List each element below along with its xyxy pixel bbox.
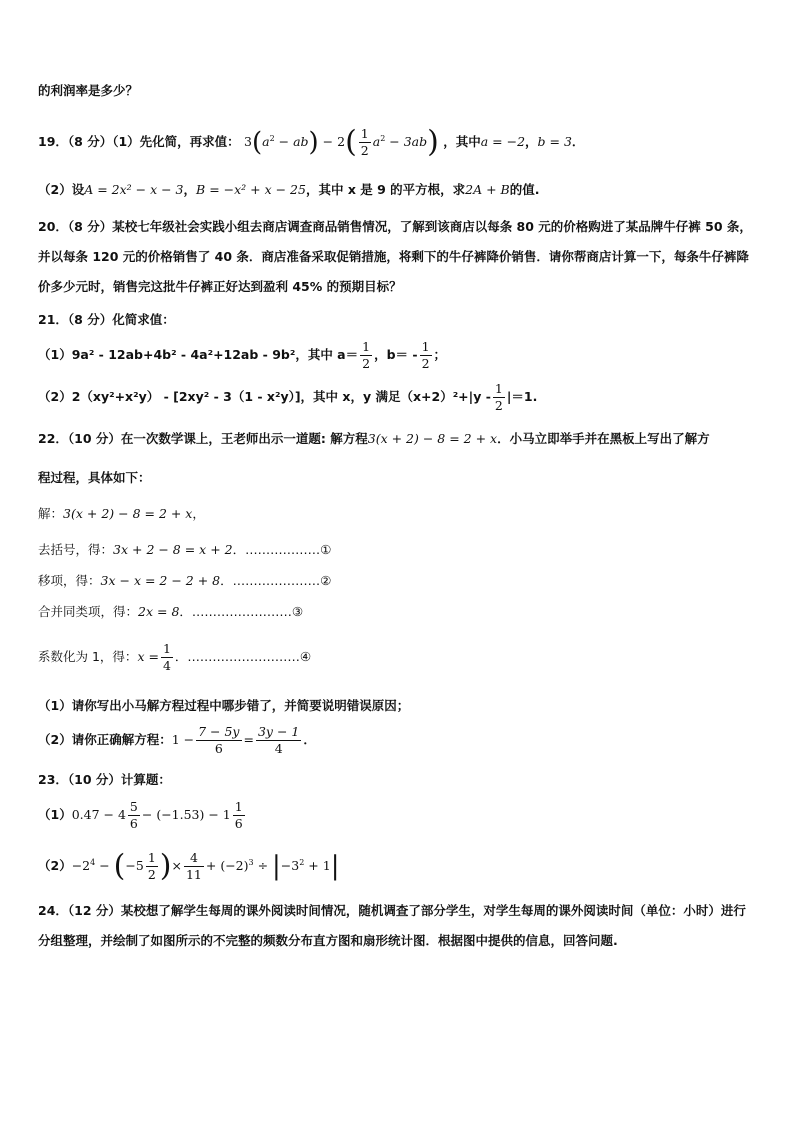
question-23-part-1: [38, 798, 247, 832]
q23-p1-num2: 1: [234, 799, 243, 814]
q22-head-text: 22．（10 分）在一次数学课上，王老师出示一道题: 解方程: [38, 431, 368, 446]
q22-step3-marker: ．……………………③: [179, 604, 304, 619]
q21-p1-b: ，b＝ -: [374, 347, 418, 362]
q19-condition: ，其中: [443, 134, 481, 150]
q21-p2-num: 1: [494, 381, 503, 396]
q21-p2-den: 2: [494, 398, 503, 413]
q19-fraction: [359, 126, 371, 159]
q19-b-value: b = 3: [537, 134, 572, 150]
question-24: 24．（12 分）某校想了解学生每周的课外阅读时间情况，随机调查了部分学生，对学生每周的课外阅读时间（单位：小时）进行分组整理，并绘制了如图所示的不完整的频数分布直方图和扇形统计图．根据图中提供的信息，回答问题.: [38, 903, 746, 948]
q22-step4-marker: ．………………………④: [174, 649, 312, 664]
question-21-part-1: [38, 338, 446, 372]
q19-paren-close: ): [308, 127, 319, 158]
q19-minus: − 2: [318, 134, 346, 150]
q22-step4-fraction: [161, 641, 173, 674]
q21-p1-fraction-b: [420, 339, 432, 372]
q23-p2-paren-open: (: [113, 848, 126, 884]
q23-p2-abs-open: |: [272, 851, 281, 882]
q23-p2-num2: 4: [184, 850, 204, 867]
q21-p1-den: 2: [362, 356, 371, 371]
q22-step4-label: 系数化为 1，得：: [38, 649, 138, 664]
q19-sep: ，: [525, 134, 538, 150]
q22-ask2-equals: =: [243, 732, 254, 747]
q23-p2-exp2: 3: [248, 858, 254, 867]
q23-p2-d: + (−2): [205, 858, 249, 874]
q21-p2-text: （2）2（xy²+x²y） - [2xy² - 3（1 - x²y）]，其中 x，y 满足（x+2）²+|y -: [38, 389, 491, 404]
q23-p2-fraction-2: [184, 850, 204, 883]
q22-equation: 3(x + 2) − 8 = 2 + x: [367, 431, 498, 446]
q22-step3-equation: 2x = 8: [138, 604, 180, 619]
q22-head-tail: ．小马立即举手并在黑板上写出了解方: [497, 431, 710, 446]
q23-p2-c: −5: [125, 858, 144, 874]
q19-comma: ，: [183, 182, 197, 197]
q19-frac-num: 1: [360, 126, 369, 142]
question-21-part-2: [38, 380, 537, 414]
q22-step-4: [38, 640, 311, 674]
q22-step3-label: 合并同类项，得：: [38, 604, 139, 619]
q19-exp: 2: [269, 134, 275, 143]
question-23-part-2: [38, 846, 339, 884]
q23-p2-fraction-1: [146, 850, 158, 883]
q22-sol-label: 解：: [38, 506, 64, 521]
q21-p1-fraction-a: [360, 339, 372, 372]
q23-p2-divide: ÷: [253, 858, 273, 874]
q22-ask-1: （1）请你写出小马解方程过程中哪步错了，并简要说明错误原因；: [38, 698, 410, 713]
q21-p1-end: ；: [433, 347, 447, 362]
q23-p2-exp: 4: [90, 858, 96, 867]
q23-p2-a: −2: [71, 858, 91, 874]
q19-coef: 3: [244, 134, 252, 150]
q19-part2-label: （2）设: [38, 182, 85, 197]
q21-p1-num-b: 1: [421, 339, 430, 354]
q23-p1-fraction-1: [128, 799, 140, 832]
q23-p2-minus: −: [95, 858, 114, 874]
q19-var-a: a: [262, 134, 270, 150]
q22-ask2-fraction-right: [256, 724, 301, 757]
question-22-heading: [38, 430, 710, 448]
q23-p1-num1: 5: [129, 799, 138, 814]
q22-step1-marker: ．………………①: [232, 542, 332, 557]
previous-question-tail: 的利润率是多少？: [38, 83, 139, 98]
q22-step-3: [38, 603, 303, 621]
q23-p2-label: （2）: [38, 858, 72, 874]
q23-p2-num1: 1: [147, 850, 156, 866]
q22-ask2-label: （2）请你正确解方程：: [38, 732, 172, 747]
q22-ask2-num2: 3y − 1: [257, 724, 300, 739]
q19-var-a2: a: [372, 134, 381, 150]
q19-paren2-close: ): [427, 124, 439, 160]
q21-p2-end: |＝1.: [506, 389, 538, 404]
q22-ask2-den1: 6: [214, 741, 223, 756]
q23-p2-exp3: 2: [299, 858, 305, 867]
q23-p2-times: ×: [171, 858, 182, 874]
q22-step2-equation: 3x − x = 2 − 2 + 8: [100, 573, 221, 588]
q22-sol-end: ，: [192, 506, 205, 521]
q23-p2-paren-close: ): [159, 848, 172, 884]
q22-step4-num: 1: [162, 641, 171, 656]
q19-paren2-open: (: [345, 124, 357, 160]
q23-p2-den2: 11: [185, 867, 202, 883]
q22-step-2: [38, 572, 331, 590]
q22-ask2-num1: 7 − 5y: [198, 724, 240, 739]
q22-ask-2: [38, 723, 316, 757]
q21-p1-den-b: 2: [421, 356, 430, 371]
q19-label: 19．（8 分）（1）先化简，再求值：: [38, 134, 240, 150]
q19-frac-den: 2: [360, 143, 369, 159]
question-20: 20．（8 分）某校七年级社会实践小组去商店调查商品销售情况，了解到该商店以每条 80 元的价格购进了某品牌牛仔裤 50 条，并以每条 120 元的价格销售了 40 条．商店准备采取促销措施，将剩下的牛仔裤降价销售．请你帮商店计算一下，每条牛仔裤降价多少元时，销售完这批牛仔裤正好达到盈利 45% 的预期目标？: [38, 219, 752, 294]
question-22-line-2: 程过程，具体如下：: [38, 470, 151, 485]
q22-ask2-den2: 4: [274, 741, 283, 756]
q21-p2-fraction: [493, 381, 505, 414]
q23-p1-den2: 6: [234, 816, 243, 831]
q21-p1-num: 1: [362, 339, 371, 354]
q23-p2-abs-close: |: [330, 851, 340, 882]
q21-p1-text: （1）9a² - 12ab+4b² - 4a²+12ab - 9b²，其中 a＝: [38, 347, 359, 362]
question-21-heading: 21．（8 分）化简求值：: [38, 312, 175, 327]
q22-solution-line: [38, 505, 205, 523]
q19-term: − ab: [274, 134, 309, 150]
q19-mid-text: ，其中 x 是 9 的平方根，求: [305, 182, 466, 197]
q22-step2-marker: ．…………………②: [220, 573, 332, 588]
q19-a-value: a = −2: [480, 134, 526, 150]
q19-A-definition: A = 2x² − x − 3: [84, 182, 184, 197]
q22-step4-x: x =: [137, 649, 159, 664]
question-19-part-1: [38, 126, 584, 159]
q23-p1-den1: 6: [129, 816, 138, 831]
q22-sol-equation: 3(x + 2) − 8 = 2 + x: [63, 506, 193, 521]
question-19-part-2: [38, 181, 539, 199]
q22-step1-label: 去括号，得：: [38, 542, 114, 557]
q19-paren-open: (: [251, 127, 263, 158]
q23-p2-g: + 1: [304, 858, 331, 874]
question-23-heading: 23．（10 分）计算题：: [38, 772, 171, 787]
q22-step1-equation: 3x + 2 − 8 = x + 2: [113, 542, 233, 557]
q19-target: 2A + B: [465, 182, 510, 197]
q23-p1-label: （1）: [38, 807, 72, 822]
q19-term2: − 3ab: [385, 134, 428, 150]
q19-end: ．: [571, 134, 585, 150]
q22-ask2-fraction-left: [196, 724, 241, 757]
q23-p1-b: − (−1.53) − 1: [141, 807, 231, 822]
q19-tail: 的值.: [509, 182, 540, 197]
q23-p1-a: 0.47 − 4: [71, 807, 126, 822]
q19-B-definition: B = −x² + x − 25: [196, 182, 306, 197]
q22-step-1: [38, 541, 331, 559]
q23-p2-f: −3: [280, 858, 300, 874]
q19-exp2: 2: [380, 134, 386, 143]
q22-ask2-one: 1 −: [171, 732, 195, 747]
q22-ask2-end: ．: [303, 732, 316, 747]
q23-p1-fraction-2: [233, 799, 245, 832]
q22-step4-den: 4: [162, 658, 171, 673]
q23-p2-den1: 2: [147, 867, 156, 883]
q22-step2-label: 移项，得：: [38, 573, 101, 588]
